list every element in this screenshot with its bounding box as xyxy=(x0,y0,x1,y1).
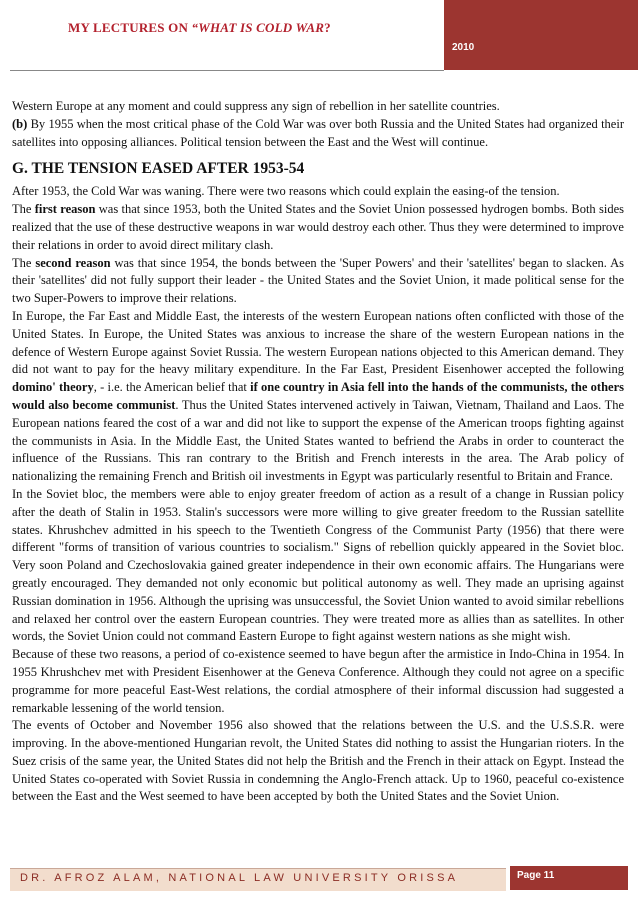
paragraph-4-post: was that since 1953, both the United States and the Soviet Union possessed hydrogen bombs. Both sides realized that the use of these destructive weapons in war would destroy each other. Thus they were determined to improve their relations in order to avoid direct military clash. xyxy=(12,202,624,252)
header-year-box xyxy=(444,0,638,70)
footer-author: DR. AFROZ ALAM, NATIONAL LAW UNIVERSITY ORISSA xyxy=(20,872,459,884)
paragraph-6-b: , - i.e. the American belief that xyxy=(93,380,251,395)
paragraph-4-pre: The xyxy=(12,202,35,217)
paragraph-9: The events of October and November 1956 also showed that the relations between the U.S. and the U.S.S.R. were improving. In the above-mentioned Hungarian revolt, the United States did nothing to assist the Hungarian rioters. In the Suez crisis of the same year, the United States did not help the British and the French in their attack on Egypt. Instead the United States co-operated with Soviet Russia in condemning the Anglo-French attack. Up to 1960, peaceful co-existence between the East and the West seemed to have been accepted by both the United States and the Soviet Union. xyxy=(12,718,624,804)
paragraph-5-bold: second reason xyxy=(35,255,111,270)
header-title xyxy=(68,20,331,36)
page-body xyxy=(12,98,624,806)
paragraph-6-bold-1: domino' theory xyxy=(12,380,94,395)
header-title-prefix: MY LECTURES ON xyxy=(68,20,192,35)
paragraph-5-pre: The xyxy=(12,255,36,270)
paragraph-7: In the Soviet bloc, the members were able to enjoy greater freedom of action as a result of a change in Russian policy after the death of Stalin in 1953. Stalin's successors were more willing to give greater freedom to the Russian satellite states. Khrushchev admitted in his speech to the Twentieth Congress of the Communist Party (1956) that there were different "forms of transition of various countries to socialism." Signs of rebellion quickly appeared in the Soviet bloc. Very soon Poland and Czechoslovakia gained greater independence in their own economic affairs. The Hungarians were greatly encouraged. They demanded not only economic but political autonomy as well. They made an uprising against Russian domination in 1956. Although the uprising was unsuccessful, the Soviet Union wanted to avoid similar rebellions and relaxed her control over the eastern European countries. They were treated more as allies than as satellites. In other words, the Soviet Union could not command Eastern Europe to fight against western nations as she might wish. xyxy=(12,486,624,644)
paragraph-2-label: (b) xyxy=(12,116,28,131)
section-heading: G. THE TENSION EASED AFTER 1953-54 xyxy=(12,160,305,178)
paragraph-4-bold: first reason xyxy=(34,202,96,217)
paragraph-3: After 1953, the Cold War was waning. There were two reasons which could explain the easing-of the tension. xyxy=(12,184,560,199)
paragraph-1: Western Europe at any moment and could suppress any sign of rebellion in her satellite countries. xyxy=(12,99,500,113)
footer-page-number: Page 11 xyxy=(517,870,555,881)
paragraph-6-bold-2: if one country in Asia fell into the hands of the communists, the others would also become communist xyxy=(12,380,624,412)
header-rule xyxy=(10,70,444,71)
header-title-suffix: ? xyxy=(324,20,331,35)
paragraph-6 xyxy=(12,308,624,486)
paragraph-4 xyxy=(12,201,624,254)
paragraph-6-c: . Thus the United States intervened actively in Taiwan, Vietnam, Thailand and Laos. The European nations feared the cost of a war and did not like to support the expense of the American troops fighting against the communists in Asia. In the Middle East, the United States wanted to befriend the Arabs in order to counteract the influence of the Russians. This ran contrary to the British and French interests in the area. The Arab policy of nationalizing the remaining French and British oil investments in Egypt was particularly resentful to Britain and France. xyxy=(12,397,625,484)
paragraph-8: Because of these two reasons, a period of co-existence seemed to have begun after the armistice in Indo-China in 1954. In 1955 Khrushchev met with President Eisenhower at the Geneva Conference. Although they could not agree on a specific programme for more peaceful East-West relations, the cordial atmosphere of their informal discussion had suggested a remarkable lessening of the world tension. xyxy=(12,647,624,715)
paragraph-2 xyxy=(12,116,624,152)
paragraph-2-text: By 1955 when the most critical phase of the Cold War was over both Russia and the United States had organized their satellites into opposing alliances. Political tension between the East and the West will continue. xyxy=(12,116,624,149)
header-year: 2010 xyxy=(452,42,475,53)
paragraph-5 xyxy=(12,255,624,308)
paragraph-6-a: In Europe, the Far East and Middle East, the interests of the western European nations often conflicted with those of the United States. In Europe, the United States was anxious to increase the share of the western European nations in the defence of Western Europe against Soviet Russia. The western European nations objected to this American demand. They did not want to pay for the heavy military expenditure. In the Far East, President Eisenhower accepted the following xyxy=(12,308,624,377)
header-title-italic: “WHAT IS COLD WAR xyxy=(191,20,325,35)
paragraph-5-post: was that since 1954, the bonds between the 'Super Powers' and their 'satellites' began to slacken. As their 'satellites' did not fully support their leader - the United States and the Soviet Union, it made political sense for the two Super-Powers to improve their relations. xyxy=(12,255,625,306)
